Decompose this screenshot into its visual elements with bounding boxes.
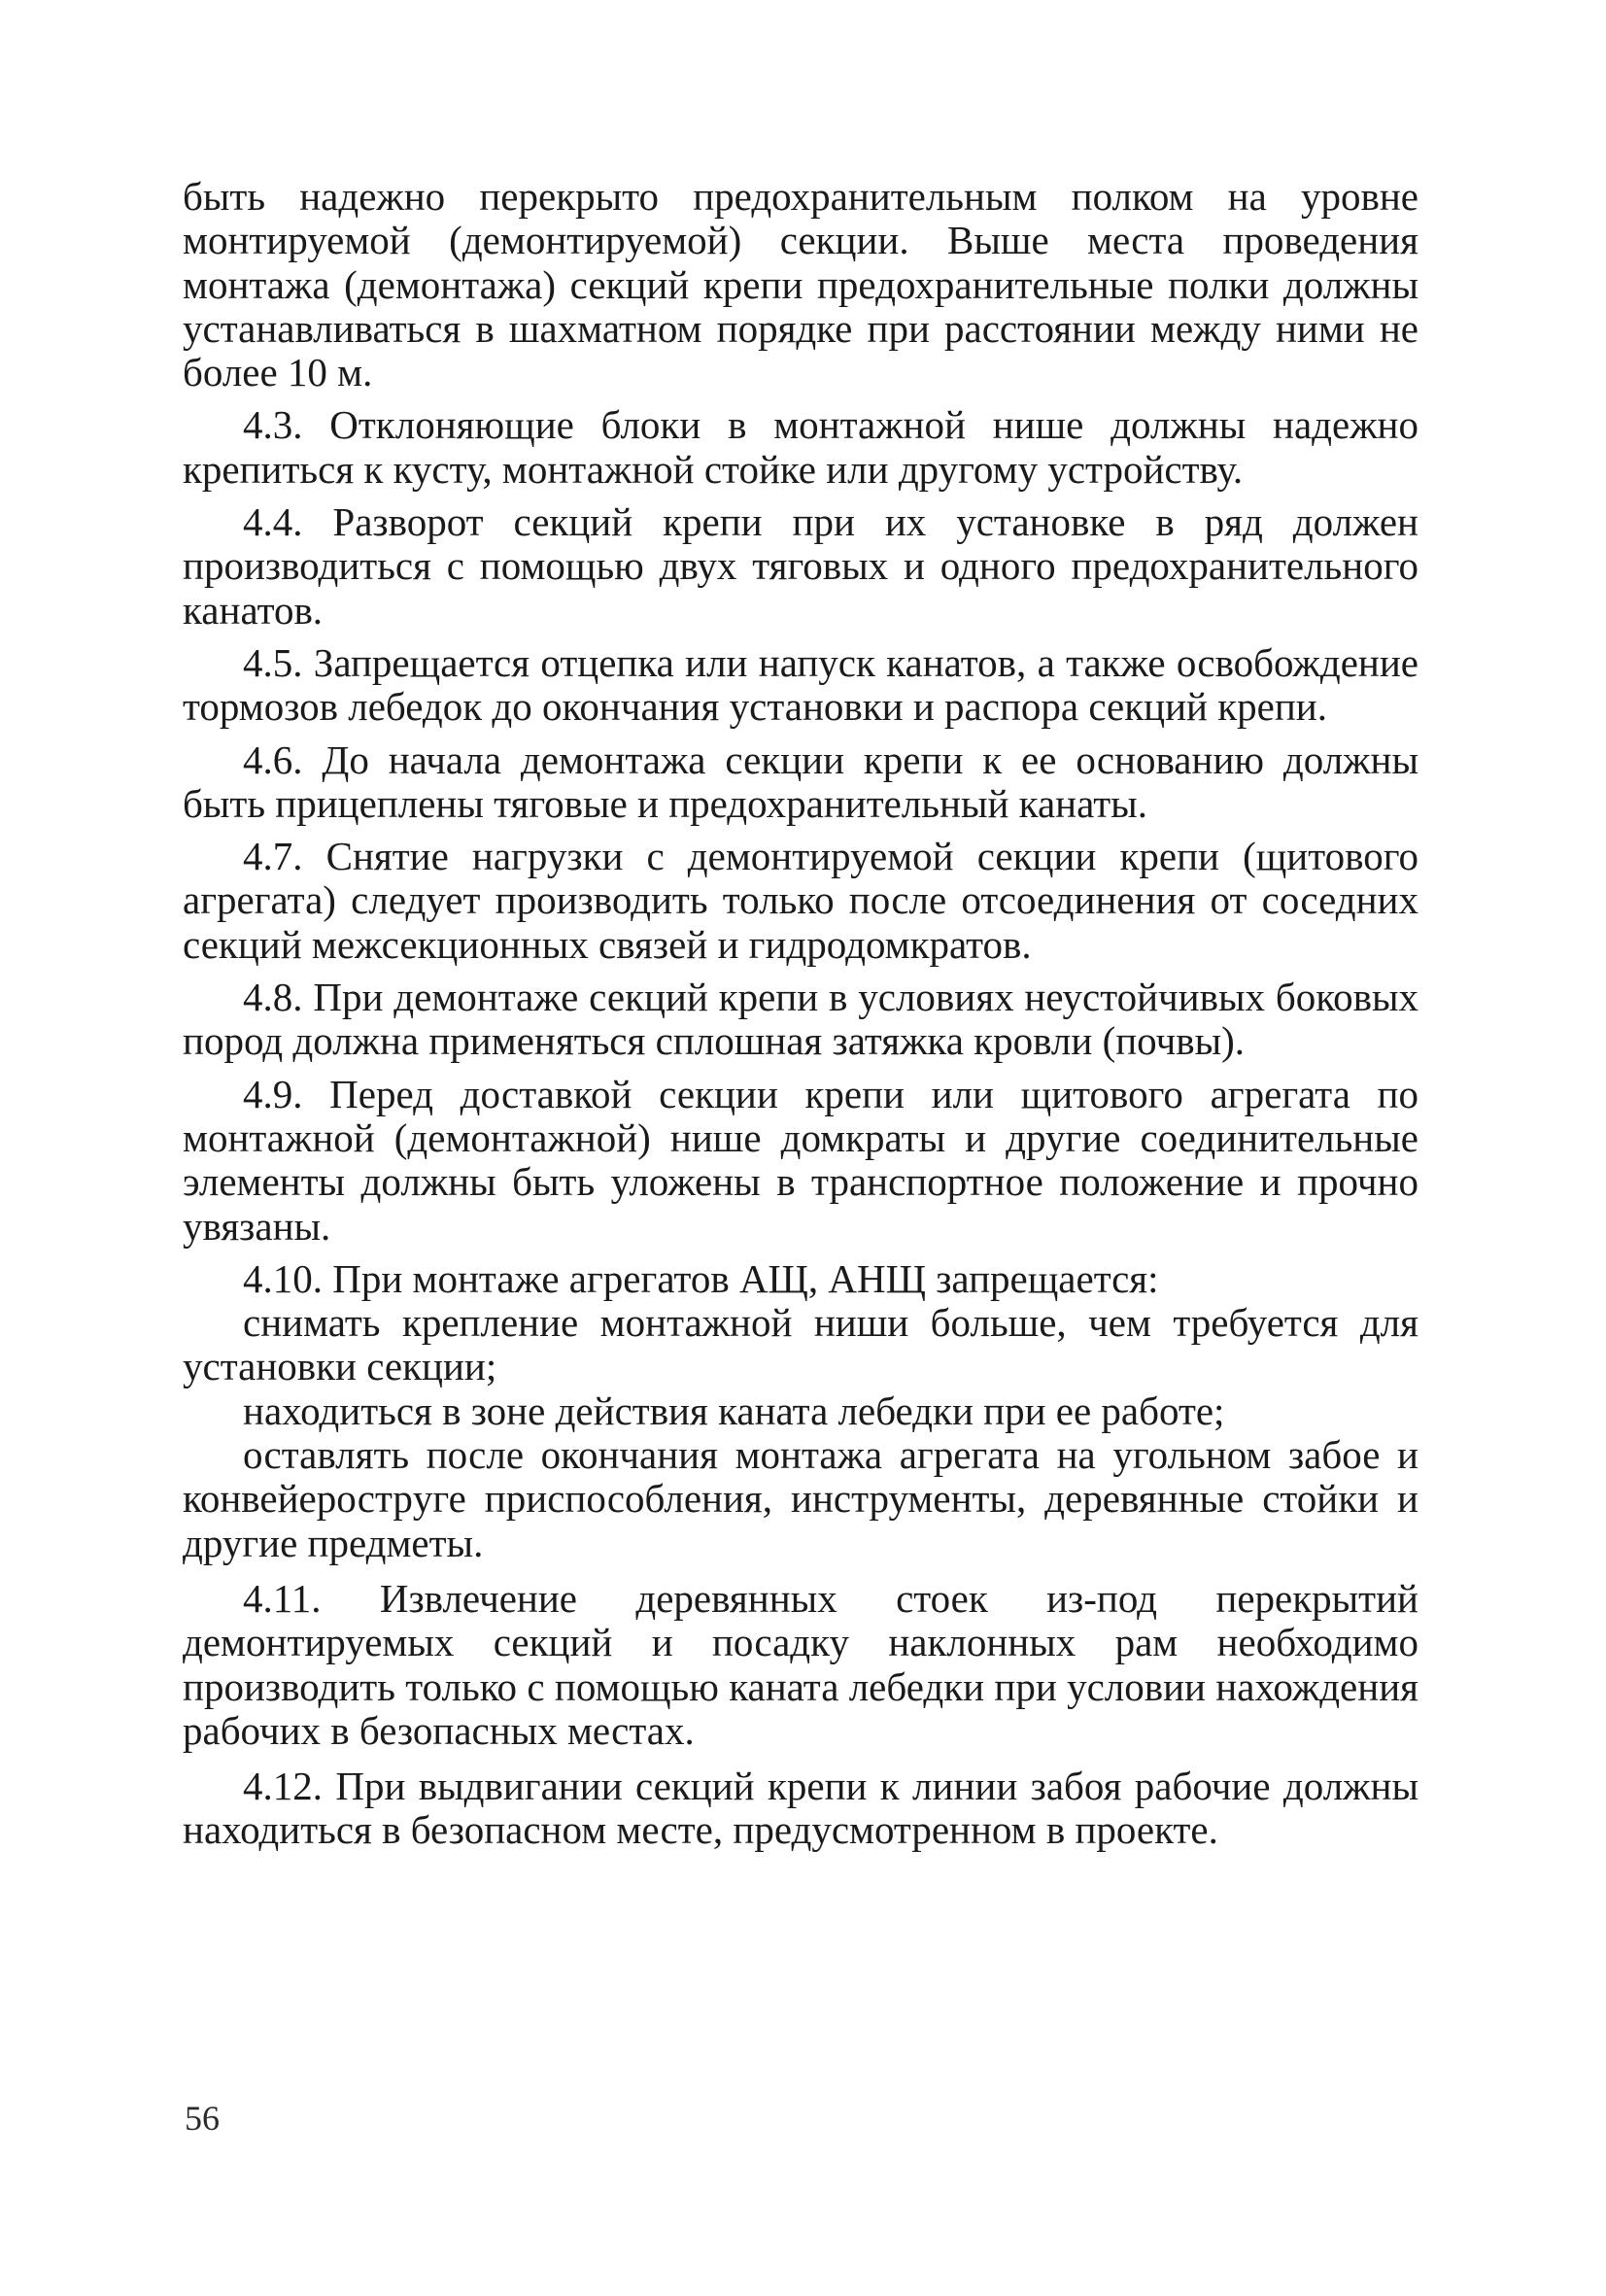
page-number: 56 (185, 2099, 220, 2138)
paragraph-4-5: 4.5. Запрещается отцепка или напуск канатов, а также освобождение тормозов лебедок до окончания установки и распора секций крепи. (183, 639, 1418, 730)
list-item: оставлять после окончания монтажа агрегата на угольном забое и конвейерострyге приспособления, инструменты, деревянные стойки и другие предметы. (183, 1432, 1418, 1565)
list-item: снимать крепление монтажной ниши больше, чем требуется для установки секции; (183, 1300, 1418, 1389)
page-body (183, 175, 1418, 1853)
paragraph-4-9: 4.9. Перед доставкой секции крепи или щитового агрегата по монтажной (демонтажной) нише домкраты и другие соединительные элементы должны быть уложены в транспортное положение и прочно увязаны. (183, 1071, 1418, 1249)
paragraph-4-8: 4.8. При демонтаже секций крепи в условиях неустойчивых боковых пород должна применяться сплошная затяжка кровли (почвы). (183, 975, 1418, 1064)
paragraph-4-6: 4.6. До начала демонтажа секции крепи к ее основанию должны быть прицеплены тяговые и предохранительный канаты. (183, 737, 1418, 826)
text-block (183, 175, 1418, 1853)
paragraph-4-7: 4.7. Снятие нагрузки с демонтируемой секции крепи (щитового агрегата) следует производить только после отсоединения от соседних секций межсекционных связей и гидродомкратов. (183, 834, 1418, 967)
paragraph-4-10: 4.10. При монтаже агрегатов АЩ, АНЩ запрещается: (243, 1255, 1159, 1301)
prohibition-list (183, 1301, 1418, 1565)
paragraph-continuation: быть надежно перекрыто предохранительным полком на уровне монтируемой (демонтируемой) секции. Выше места проведения монтажа (демонтажа) секций крепи предохранительные полки должны устанавливаться в шахматном порядке при расстоянии между ними не более 10 м. (183, 174, 1418, 395)
list-item: находиться в зоне действия каната лебедки при ее работе; (243, 1388, 1225, 1433)
paragraph-4-11: 4.11. Извлечение деревянных стоек из-под перекрытий демонтируемых секций и посадку наклонных рам необходимо производить только с помощью каната лебедки при условии нахождения рабочих в безопасных местах. (183, 1575, 1418, 1753)
paragraph-4-3: 4.3. Отклоняющие блоки в монтажной нише должны надежно крепиться к кусту, монтажной стойке или другому устройству. (183, 402, 1418, 492)
paragraph-4-12: 4.12. При выдвигании секций крепи к линии забоя рабочие должны находиться в безопасном месте, предусмотренном в проекте. (183, 1764, 1418, 1853)
paragraph-4-4: 4.4. Разворот секций крепи при их установке в ряд должен производиться с помощью двух тяговых и одного предохранительного канатов. (183, 499, 1418, 633)
